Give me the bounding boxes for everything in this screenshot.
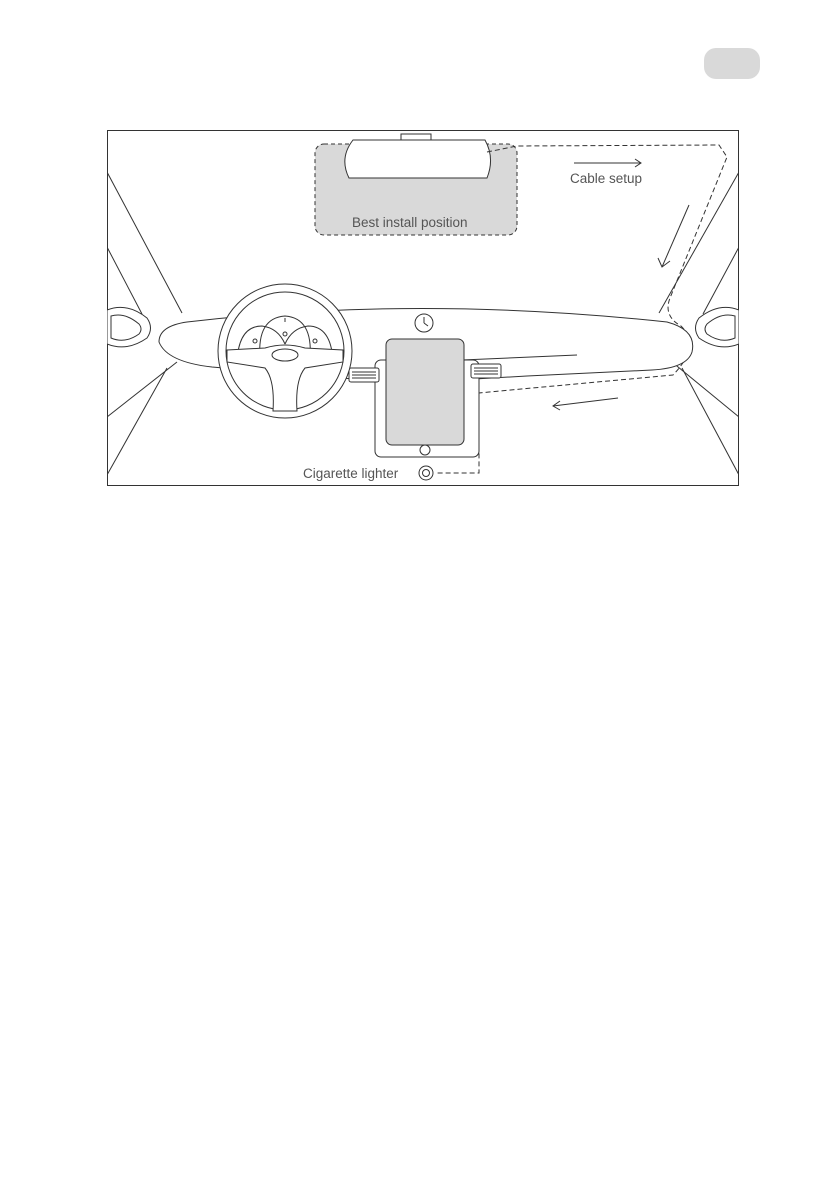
cable-arrow-left (553, 398, 618, 406)
tablet (386, 339, 464, 445)
left-side-mirror (107, 307, 151, 347)
cable-arrow-down (662, 205, 689, 267)
steering-wheel (218, 284, 352, 418)
tablet-home-button (420, 445, 430, 455)
best-install-position-label: Best install position (352, 215, 468, 230)
rearview-mirror (345, 140, 491, 178)
mirror-mount (401, 134, 431, 140)
cable-setup-label: Cable setup (570, 171, 643, 186)
cigarette-lighter-outer (419, 466, 433, 480)
right-side-mirror (696, 307, 740, 347)
page-number-tab (704, 48, 760, 79)
cigarette-lighter-label: Cigarette lighter (303, 466, 399, 481)
car-installation-diagram (107, 130, 739, 486)
